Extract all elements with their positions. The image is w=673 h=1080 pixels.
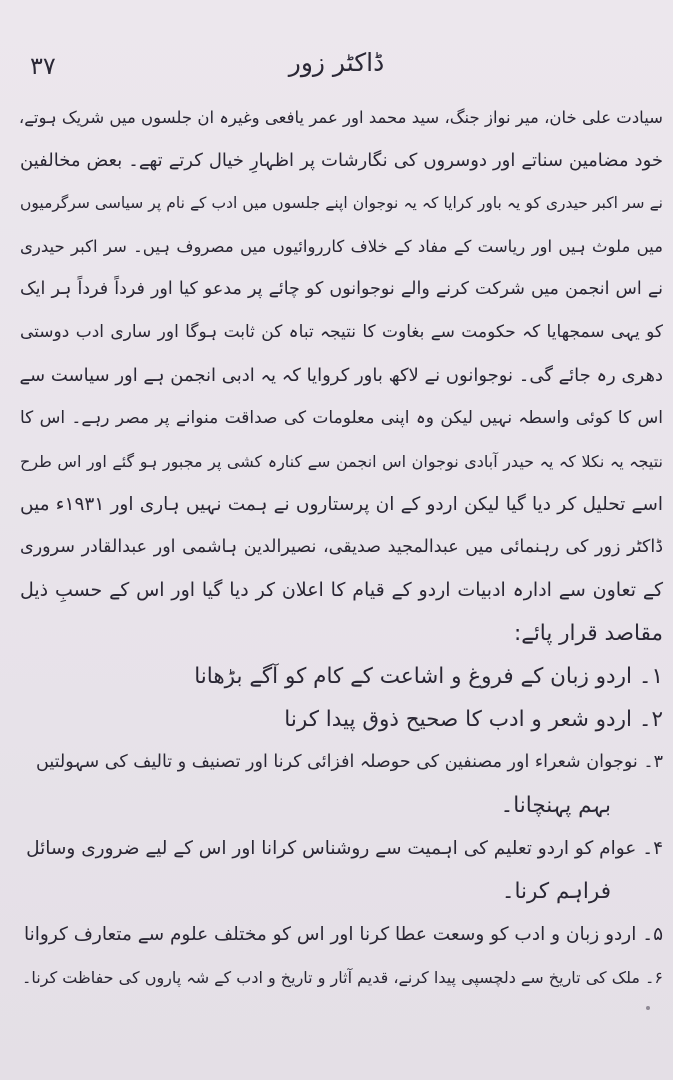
objective-6: ۶۔ ملک کی تاریخ سے دلچسپی پیدا کرنے، قدیم آثار و تاریخ و ادب کے شہ پاروں کی حفاظت کرنا۔ (22, 968, 663, 987)
paragraph-line-11: ڈاکٹر زور کی رہنمائی میں عبدالمجید صدیقی، نصیرالدین ہاشمی اور عبدالقادر سروری (20, 537, 663, 557)
paragraph-line-13: مقاصد قرار پائے: (513, 621, 663, 646)
speck-mark (646, 1006, 650, 1010)
objective-1: ۱۔ اردو زبان کے فروغ و اشاعت کے کام کو آگے بڑھانا (194, 664, 663, 689)
paragraph-line-1: سیادت علی خان، میر نواز جنگ، سید محمد اور عمر یافعی وغیرہ ان جلسوں میں شریک ہوتے، (18, 108, 663, 127)
paragraph-line-12: کے تعاون سے ادارہ ادبیات اردو کے قیام کا اعلان کر دیا گیا اور اس کے حسبِ ذیل (20, 579, 663, 601)
objective-5: ۵۔ اردو زبان و ادب کو وسعت عطا کرنا اور اس کو مختلف علوم سے متعارف کروانا (23, 924, 663, 945)
paragraph-line-2: خود مضامین سناتے اور دوسروں کی نگارشات پر اظہارِ خیال کرتے تھے۔ بعض مخالفین (20, 150, 663, 171)
objective-4-continuation: فراہم کرنا۔ (501, 879, 611, 904)
paragraph-line-3: نے سر اکبر حیدری کو یہ باور کرایا کہ یہ نوجوان اپنے جلسوں میں ادب کے نام پر سیاسی سرگرمیوں (20, 194, 663, 212)
paragraph-line-9: نتیجہ یہ نکلا کہ یہ حیدر آبادی نوجوان اس انجمن سے کنارہ کشی پر مجبور ہو گئے اور اس طرح (20, 452, 663, 471)
objective-4: ۴۔ عوام کو اردو تعلیم کی اہمیت سے روشناس کرانا اور اس کے لیے ضروری وسائل (26, 838, 663, 859)
paragraph-line-10: اسے تحلیل کر دیا گیا لیکن اردو کے ان پرستاروں نے ہمت نہیں ہاری اور ۱۹۳۱ء میں (20, 494, 663, 515)
paragraph-line-8: اس کا کوئی واسطہ نہیں لیکن وہ اپنی معلومات کی صداقت منوانے پر مصر رہے۔ اس کا (20, 408, 663, 428)
paragraph-line-5: نے اس انجمن میں شرکت کرنے والے نوجوانوں کو چائے پر مدعو کیا اور فرداً فرداً ہر ایک (20, 279, 663, 299)
page-number: ۳۷ (30, 52, 56, 80)
running-head: ڈاکٹر زور (288, 48, 385, 77)
paragraph-line-4: میں ملوث ہیں اور ریاست کے مفاد کے خلاف کارروائیوں میں مصروف ہیں۔ سر اکبر حیدری (20, 237, 663, 256)
paragraph-line-6: کو یہی سمجھایا کہ حکومت سے بغاوت کا نتیجہ تباہ کن ثابت ہوگا اور ساری ادب دوستی (20, 322, 663, 342)
body-text (20, 96, 663, 999)
objective-3: ۳۔ نوجوان شعراء اور مصنفین کی حوصلہ افزائی کرنا اور تصنیف و تالیف کی سہولتیں (36, 752, 663, 772)
objective-2: ۲۔ اردو شعر و ادب کا صحیح ذوق پیدا کرنا (284, 707, 663, 732)
objective-3-continuation: بہم پہنچانا۔ (500, 793, 611, 818)
paragraph-line-7: دھری رہ جائے گی۔ نوجوانوں نے لاکھ باور کروایا کہ یہ ادبی انجمن ہے اور سیاست سے (19, 365, 663, 386)
